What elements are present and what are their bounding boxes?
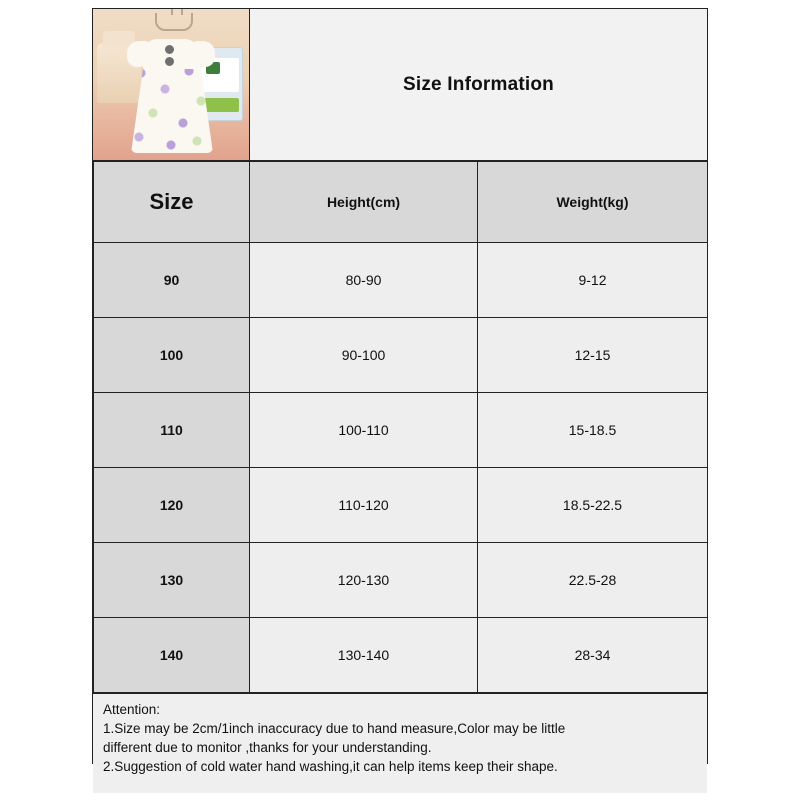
table-row (94, 318, 708, 393)
cell-weight: 22.5-28 (478, 543, 708, 618)
cell-height: 130-140 (250, 618, 478, 693)
cell-size: 130 (94, 543, 250, 618)
column-header-size: Size (94, 162, 250, 243)
cell-weight: 15-18.5 (478, 393, 708, 468)
cell-weight: 28-34 (478, 618, 708, 693)
dress-skirt (131, 61, 213, 153)
cell-weight: 12-15 (478, 318, 708, 393)
attention-block (93, 693, 707, 793)
product-photo (93, 9, 249, 160)
page-title: Size Information (403, 73, 554, 95)
table-row (94, 468, 708, 543)
attention-heading: Attention: (103, 702, 161, 717)
table-row (94, 543, 708, 618)
cell-size: 90 (94, 243, 250, 318)
cell-height: 100-110 (250, 393, 478, 468)
cell-height: 120-130 (250, 543, 478, 618)
cell-size: 100 (94, 318, 250, 393)
cell-height: 110-120 (250, 468, 478, 543)
dress-illustration (115, 27, 227, 155)
chart-top-band (93, 9, 707, 161)
cell-size: 120 (94, 468, 250, 543)
table-row (94, 243, 708, 318)
cell-weight: 9-12 (478, 243, 708, 318)
cell-size: 140 (94, 618, 250, 693)
size-table (93, 161, 708, 693)
attention-line-3: 2.Suggestion of cold water hand washing,it can help items keep their shape. (103, 759, 558, 775)
dress-button-bottom (165, 57, 174, 66)
title-cell (249, 9, 707, 160)
cell-size: 110 (94, 393, 250, 468)
dress-button-top (165, 45, 174, 54)
size-chart (92, 8, 708, 775)
cell-weight: 18.5-22.5 (478, 468, 708, 543)
attention-line-2: different due to monitor ,thanks for your understanding. (103, 740, 432, 756)
cell-height: 90-100 (250, 318, 478, 393)
table-row (94, 393, 708, 468)
table-row (94, 618, 708, 693)
table-header-row (94, 162, 708, 243)
cell-height: 80-90 (250, 243, 478, 318)
attention-line-1: 1.Size may be 2cm/1inch inaccuracy due to hand measure,Color may be little (103, 721, 566, 737)
column-header-height: Height(cm) (250, 162, 478, 243)
column-header-weight: Weight(kg) (478, 162, 708, 243)
